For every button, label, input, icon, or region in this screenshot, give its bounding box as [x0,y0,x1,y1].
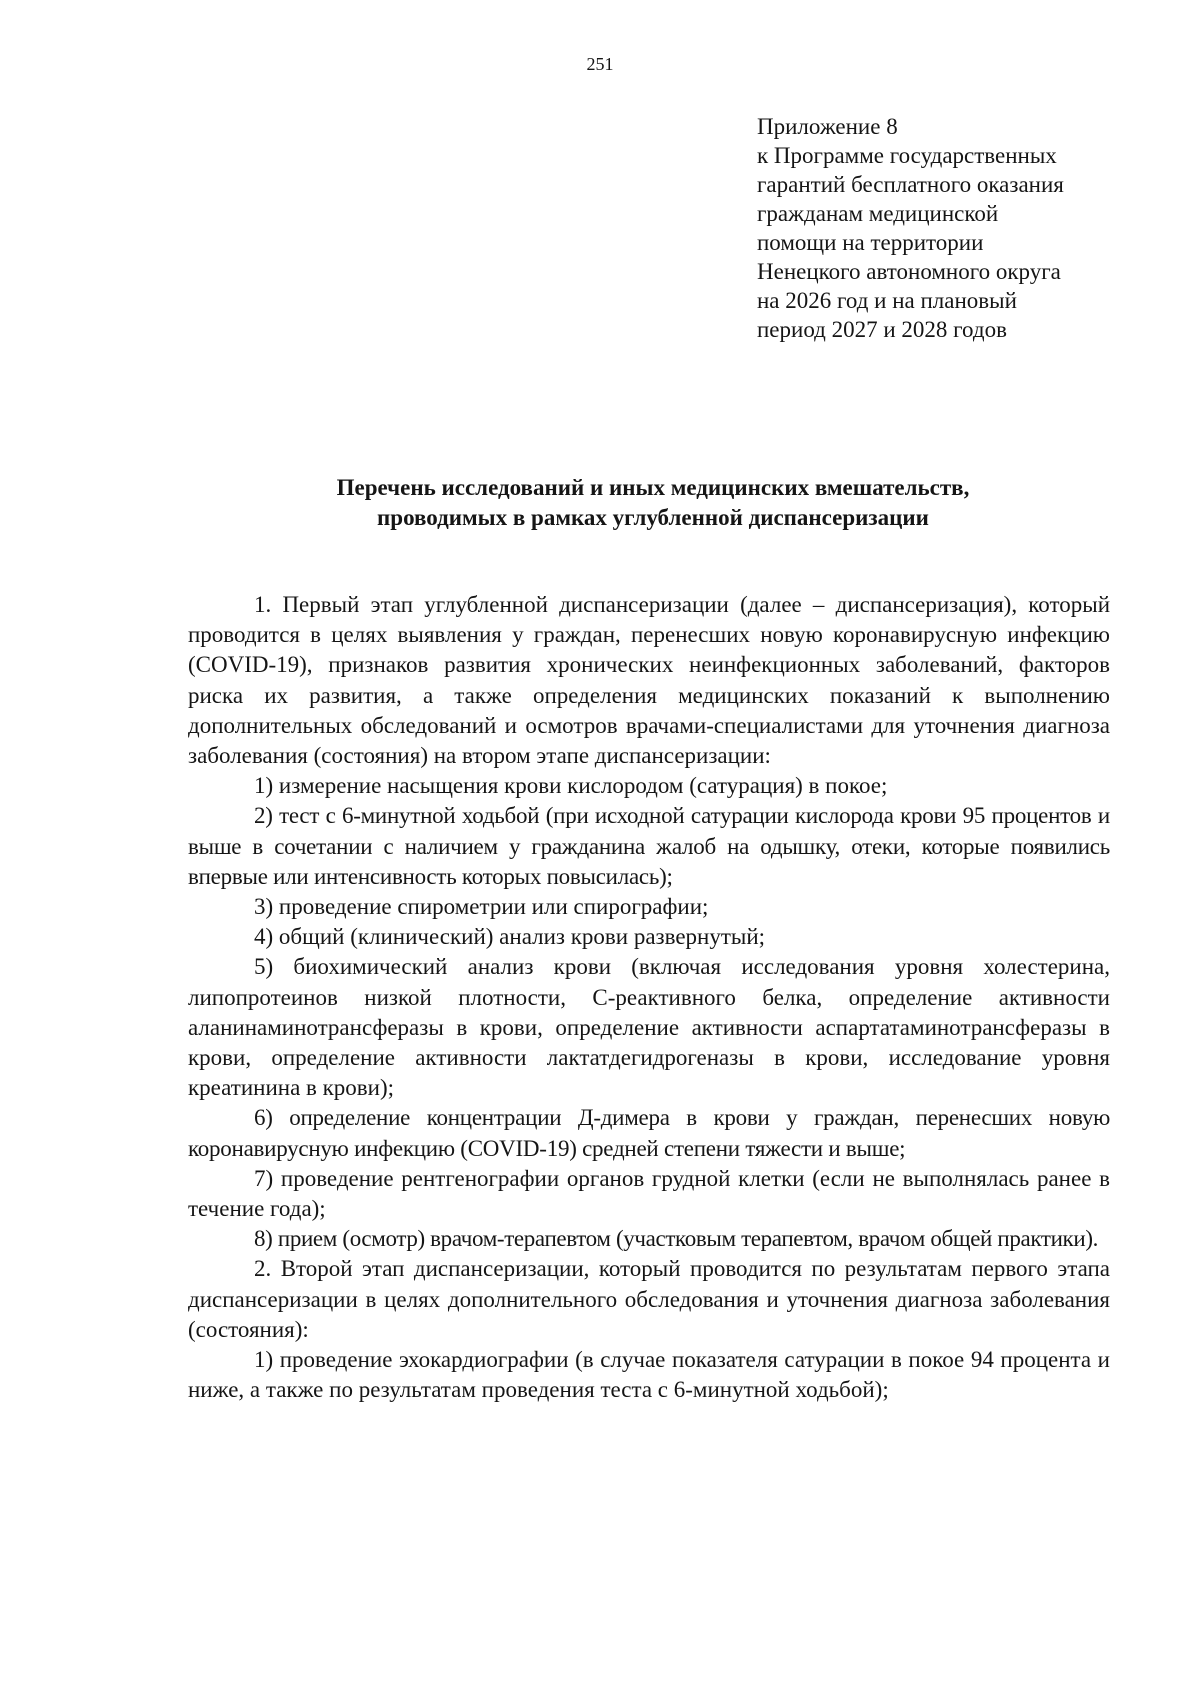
list-item-1-5: 5) биохимический анализ крови (включая исследования уровня холестерина, липопротеинов низкой плотности, С-реактивного белка, определение активности аланинаминотрансферазы в крови, определение активности аспартатаминотрансферазы в крови, определение активности лактатдегидрогеназы в крови, исследование уровня креатинина в крови); [188,954,1110,1101]
title-line-1: Перечень исследований и иных медицинских вмешательств, [336,475,970,500]
page-number: 251 [586,54,614,74]
appendix-line: к Программе государственных [757,143,1057,168]
appendix-line: Ненецкого автономного округа [757,259,1061,284]
paragraph-stage-1: 1. Первый этап углубленной диспансеризации (далее – диспансеризация), который проводится в целях выявления у граждан, перенесших новую коронавирусную инфекцию (COVID-19), признаков развития хронических неинфекционных заболеваний, факторов риска их развития, а также определения медицинских показаний к выполнению дополнительных обследований и осмотров врачами-специалистами для уточнения диагноза заболевания (состояния) на втором этапе диспансеризации: [188,592,1110,769]
list-item-1-2: 2) тест с 6-минутной ходьбой (при исходной сатурации кислорода крови 95 процентов и выше в сочетании с наличием у гражданина жалоб на одышку, отеки, которые появились впервые или интенсивность которых повысилась); [188,803,1110,889]
appendix-line: на 2026 год и на плановый [757,288,1017,313]
title-line-2: проводимых в рамках углубленной диспансеризации [377,505,929,530]
paragraph-stage-2: 2. Второй этап диспансеризации, который проводится по результатам первого этапа диспансеризации в целях дополнительного обследования и уточнения диагноза заболевания (состояния): [188,1256,1110,1342]
list-item-1-1: 1) измерение насыщения крови кислородом (сатурация) в покое; [254,773,888,799]
appendix-line: Приложение 8 [757,114,898,139]
document-title [188,473,1118,533]
list-item-1-8: 8) прием (осмотр) врачом-терапевтом (участковым терапевтом, врачом общей практики). [254,1226,1099,1252]
document-body [188,590,1110,1405]
list-item-1-4: 4) общий (клинический) анализ крови развернутый; [254,924,766,950]
appendix-line: период 2027 и 2028 годов [757,317,1007,342]
appendix-line: гарантий бесплатного оказания [757,172,1064,197]
appendix-line: гражданам медицинской [757,201,999,226]
appendix-line: помощи на территории [757,230,984,255]
list-item-1-3: 3) проведение спирометрии или спирографии; [254,894,709,920]
appendix-header [757,112,1157,344]
list-item-1-7: 7) проведение рентгенографии органов грудной клетки (если не выполнялась ранее в течение года); [188,1165,1110,1222]
list-item-2-1: 1) проведение эхокардиографии (в случае показателя сатурации в покое 94 процента и ниже, а также по результатам проведения теста с 6-минутной ходьбой); [188,1347,1110,1403]
list-item-1-6: 6) определение концентрации Д-димера в крови у граждан, перенесших новую коронавирусную инфекцию (COVID-19) средней степени тяжести и выше; [188,1105,1110,1161]
